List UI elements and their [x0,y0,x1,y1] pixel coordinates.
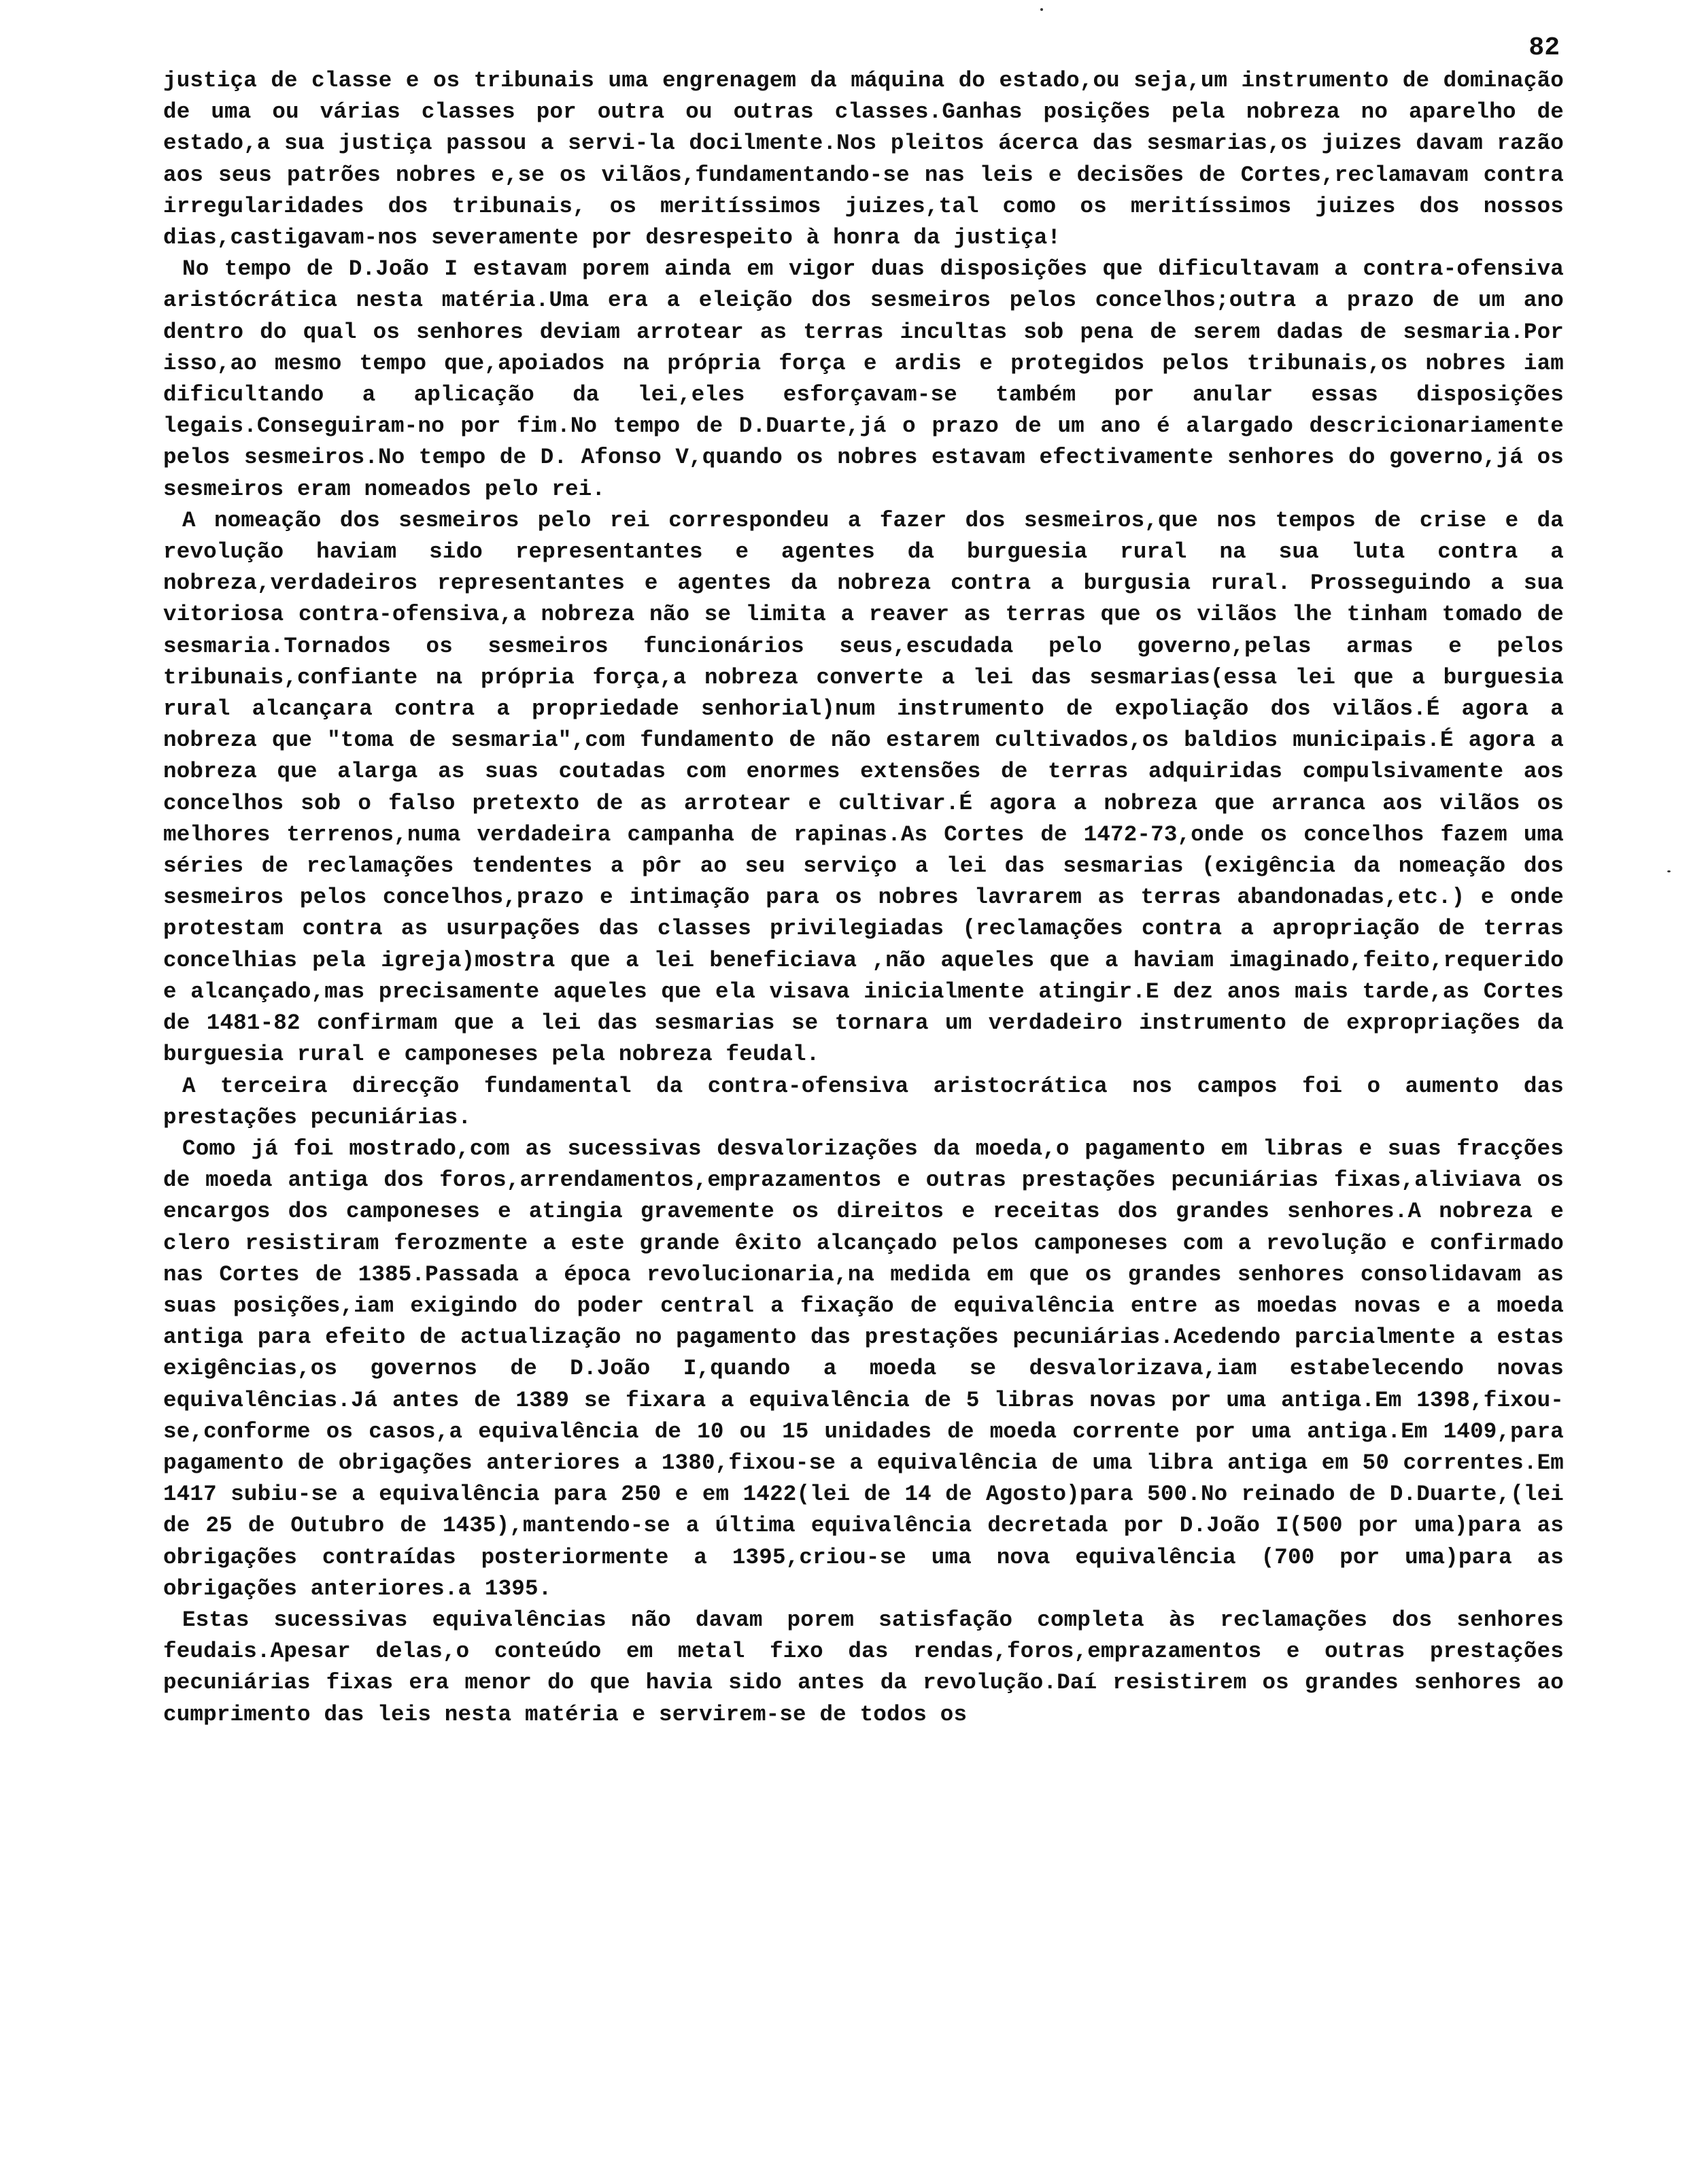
paragraph-6: Estas sucessivas equivalências não davam porem satisfação completa às reclamações dos senhores feudais.Apesar delas,o conteúdo em metal fixo das rendas,foros,emprazamentos e outras prestações pecuniárias fixas era menor do que havia sido antes da revolução.Daí resistirem os grandes senhores ao cumprimento das leis nesta matéria e servirem-se de todos os [163,1607,1564,1727]
paragraph-3: A nomeação dos sesmeiros pelo rei correspondeu a fazer dos sesmeiros,que nos tempos de crise e da revolução haviam sido representantes e agentes da burguesia rural na sua luta contra a nobreza,verdadeiros representantes e agentes da nobreza contra a burgusia rural. Prosseguindo a sua vitoriosa contra-ofensiva,a nobreza não se limita a reaver as terras que os vilãos lhe tinham tomado de sesmaria.Tornados os sesmeiros funcionários seus,escudada pelo governo,pelas armas e pelos tribunais,confiante na própria força,a nobreza converte a lei das sesmarias(essa lei que a burguesia rural alcançara contra a propriedade senhorial)num instrumento de expoliação dos vilãos.É agora a nobreza que "toma de sesmaria",com fundamento de não estarem cultivados,os baldios municipais.É agora a nobreza que alarga as suas coutadas com enormes extensões de terras adquiridas compulsivamente aos concelhos sob o falso pretexto de as arrotear e cultivar.É agora a nobreza que arranca aos vilãos os melhores terrenos,numa verdadeira campanha de rapinas.As Cortes de 1472-73,onde os concelhos fazem uma séries de reclamações tendentes a pôr ao seu serviço a lei das sesmarias (exigência da nomeação dos sesmeiros pelos concelhos,prazo e intimação para os nobres lavrarem as terras abandonadas,etc.) e onde protestam contra as usurpações das classes privilegiadas (reclamações contra a apropriação de terras concelhias pela igreja)mostra que a lei beneficiava ,não aqueles que a haviam imaginado,feito,requerido e alcançado,mas precisamente aqueles que ela visava inicialmente atingir.E dez anos mais tarde,as Cortes de 1481-82 confirmam que a lei das sesmarias se tornara um verdadeiro instrumento de expropriações da burguesia rural e camponeses pela nobreza feudal. [163,507,1564,1068]
paragraph-2: No tempo de D.João I estavam porem ainda em vigor duas disposições que dificultavam a contra-ofensiva aristócrática nesta matéria.Uma era a eleição dos sesmeiros pelos concelhos;outra a prazo de um ano dentro do qual os senhores deviam arrotear as terras incultas sob pena de serem dadas de sesmaria.Por isso,ao mesmo tempo que,apoiados na própria força e ardis e protegidos pelos tribunais,os nobres iam dificultando a aplicação da lei,eles esforçavam-se também por anular essas disposições legais.Conseguiram-no por fim.No tempo de D.Duarte,já o prazo de um ano é alargado descricionariamente pelos sesmeiros.No tempo de D. Afonso V,quando os nobres estavam efectivamente senhores do governo,já os sesmeiros eram nomeados pelo rei. [163,256,1564,502]
paragraph-1: justiça de classe e os tribunais uma engrenagem da máquina do estado,ou seja,um instrumento de dominação de uma ou várias classes por outra ou outras classes.Ganhas posições pela nobreza no aparelho de estado,a sua justiça passou a servi-la docilmente.Nos pleitos ácerca das sesmarias,os juizes davam razão aos seus patrões nobres e,se os vilãos,fundamentando-se nas leis e decisões de Cortes,reclamavam contra irregularidades dos tribunais, os meritíssimos juizes,tal como os meritíssimos juizes dos nossos dias,castigavam-nos severamente por desrespeito à honra da justiça! [163,68,1564,251]
body-text [163,65,1564,1731]
paragraph-4: A terceira direcção fundamental da contra-ofensiva aristocrática nos campos foi o aumento das prestações pecuniárias. [163,1073,1564,1130]
page-number: 82 [1528,33,1560,63]
scan-speck [1667,870,1671,872]
paragraph-5: Como já foi mostrado,com as sucessivas desvalorizações da moeda,o pagamento em libras e suas fracções de moeda antiga dos foros,arrendamentos,emprazamentos e outras prestações pecuniárias fixas,aliviava os encargos dos camponeses e atingia gravemente os direitos e receitas dos grandes senhores.A nobreza e clero resistiram ferozmente a este grande êxito alcançado pelos camponeses com a revolução e confirmado nas Cortes de 1385.Passada a época revolucionaria,na medida em que os grandes senhores consolidavam as suas posições,iam exigindo do poder central a fixação de equivalência entre as moedas novas e a moeda antiga para efeito de actualização no pagamento das prestações pecuniárias.Acedendo parcialmente a estas exigências,os governos de D.João I,quando a moeda se desvalorizava,iam estabelecendo novas equivalências.Já antes de 1389 se fixara a equivalência de 5 libras novas por uma antiga.Em 1398,fixou-se,conforme os casos,a equivalência de 10 ou 15 unidades de moeda corrente por uma antiga.Em 1409,para pagamento de obrigações anteriores a 1380,fixou-se a equivalência de uma libra antiga em 50 correntes.Em 1417 subiu-se a equivalência para 250 e em 1422(lei de 14 de Agosto)para 500.No reinado de D.Duarte,(lei de 25 de Outubro de 1435),mantendo-se a última equivalência decretada por D.João I(500 por uma)para as obrigações contraídas posteriormente a 1395,criou-se uma nova equivalência (700 por uma)para as obrigações anteriores.a 1395. [163,1136,1564,1601]
scan-speck [1040,8,1043,11]
